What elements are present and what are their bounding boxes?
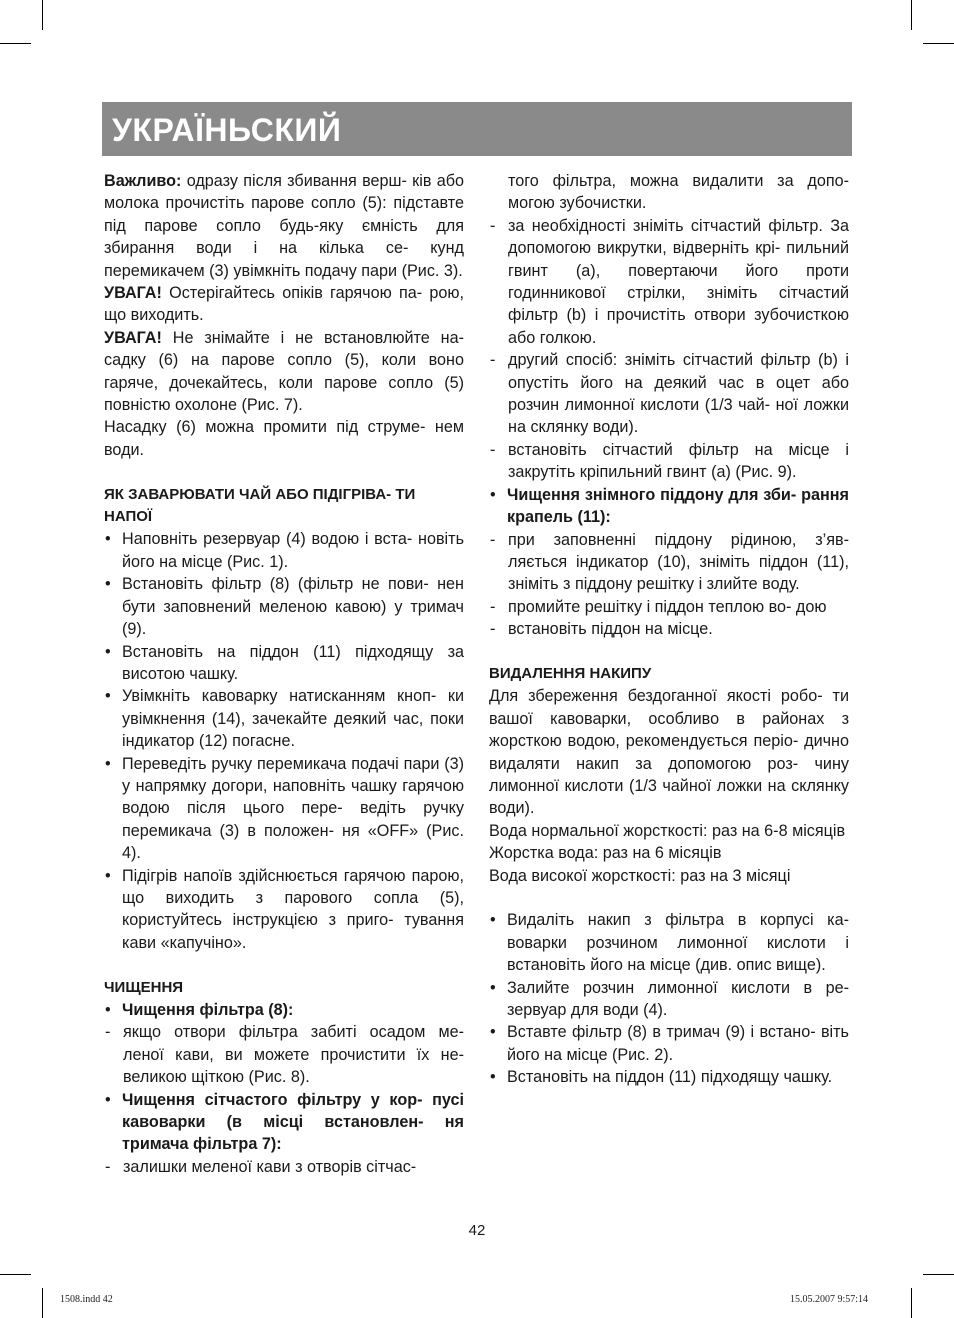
paragraph-nozzle: Насадку (6) можна промити під струме- нем води. bbox=[104, 418, 464, 459]
list-item: • Видаліть накип з фільтра в корпусі ка- воварки розчином лимонної кислоти і встановіть його на місце (див. опис вище). bbox=[490, 911, 849, 975]
list-item: - встановіть піддон на місце. bbox=[490, 620, 713, 639]
water-very-hard: Вода високої жорсткості: раз на 3 місяці bbox=[489, 866, 791, 885]
list-item: • Підігрів напоїв здійснюється гарячою парою, що виходить з парового сопла (5), користуйтесь інструкцією з приго- тування кави «капучіно». bbox=[105, 866, 464, 952]
paragraph-text: одразу після збивання верш- ків або молока прочистіть парове сопло (5): підставте під парове сопло будь-яку ємність для збирання води і на кілька се- кунд перемикачем (3) увімкніть подачу пари (Рис. 3). bbox=[104, 172, 464, 280]
label-warning: УВАГА! bbox=[104, 328, 162, 347]
list-item: • Залийте розчин лимонної кислоти в ре- зервуар для води (4). bbox=[490, 978, 849, 1019]
list-item: • Наповніть резервуар (4) водою і вста- новіть його на місце (Рис. 1). bbox=[105, 530, 464, 571]
paragraph-warning-1 bbox=[104, 282, 464, 327]
crop-mark bbox=[911, 0, 912, 30]
list-item: • Вставте фільтр (8) в тримач (9) і встано- віть його на місце (Рис. 2). bbox=[490, 1023, 849, 1064]
label-warning: УВАГА! bbox=[104, 284, 162, 303]
label-important: Важливо: bbox=[104, 172, 182, 190]
water-hard: Жорстка вода: раз на 6 місяців bbox=[489, 844, 722, 863]
list-item: • Чищення знімного піддону для зби- рання крапель (11): bbox=[490, 485, 849, 527]
paragraph-important bbox=[104, 170, 464, 282]
paragraph-warning-2 bbox=[104, 327, 464, 417]
right-column bbox=[489, 170, 849, 1089]
list-item: • Встановіть на піддон (11) підходящу за висотою чашку. bbox=[105, 642, 464, 683]
paragraph-text: Не знімайте і не встановлюйте на- садку (6) на парове сопло (5), коли воно гаряче, дочекайтесь, коли парове сопло (5) повністю охолоне (Рис. 7). bbox=[104, 328, 464, 415]
date-slug: 15.05.2007 9:57:14 bbox=[790, 1294, 869, 1305]
list-item: - за необхідності зніміть сітчастий фільтр. За допомогою викрутки, відверніть крі- пильний гвинт (а), повертаючи його проти годинникової стрілки, зніміть сітчастий фільтр (b) і прочистіть отвори зубочисткою або голкою. bbox=[490, 216, 849, 347]
list-item: - другий спосіб: зніміть сітчастий фільтр (b) і опустіть його на деякий час в оцет або розчин лимонної кислоти (1/3 чай- ної ложки на склянку води). bbox=[490, 351, 849, 437]
paragraph-continuation: того фільтра, можна видалити за допо- могою зубочистки. bbox=[508, 172, 849, 213]
crop-mark bbox=[923, 43, 954, 44]
crop-mark bbox=[42, 1288, 43, 1318]
list-item: • Чищення сітчастого фільтру у кор- пусі кавоварки (в місці встановлен- ня тримача фільтра 7): bbox=[105, 1090, 464, 1154]
list-item: - при заповненні піддону рідиною, з’яв- ляється індикатор (10), зніміть піддон (11), зніміть з піддону решітку і злийте воду. bbox=[490, 530, 849, 594]
list-item: • Переведіть ручку перемикача подачі пари (3) у напрямку догори, наповніть чашку гарячою водою після цього пере- ведіть ручку перемикача (3) в положен- ня «OFF» (Рис. 4). bbox=[105, 754, 464, 863]
crop-mark bbox=[911, 1288, 912, 1318]
list-item: - встановіть сітчастий фільтр на місце і закрутіть кріпильний гвинт (а) (Рис. 9). bbox=[490, 440, 849, 482]
list-item: - якщо отвори фільтра забиті осадом ме- леної кави, ви можете прочистити їх не- великою щіткою (Рис. 8). bbox=[105, 1023, 464, 1087]
file-slug: 1508.indd 42 bbox=[60, 1294, 113, 1305]
heading-tea: ЯК ЗАВАРЮВАТИ ЧАЙ АБО ПІДІГРІВА- ТИ НАПОЇ bbox=[104, 485, 416, 526]
water-normal: Вода нормальної жорсткості: раз на 6-8 місяців bbox=[489, 821, 846, 840]
list-item: - промийте решітку і піддон теплою во- дою bbox=[490, 597, 827, 616]
paragraph-text: Остерігайтесь опіків гарячою па- рою, що виходить. bbox=[104, 284, 464, 325]
list-item: • Чищення фільтра (8): bbox=[105, 1001, 294, 1019]
crop-mark bbox=[0, 43, 31, 44]
heading-descaling: ВИДАЛЕННЯ НАКИПУ bbox=[489, 664, 652, 682]
section-header-bar bbox=[102, 102, 852, 156]
crop-mark bbox=[42, 0, 43, 30]
list-item: • Встановіть фільтр (8) (фільтр не пови- нен бути заповнений меленою кавою) у тримач (9). bbox=[105, 575, 464, 639]
list-item: - залишки меленої кави з отворів сітчас- bbox=[105, 1157, 417, 1176]
crop-mark bbox=[0, 1274, 31, 1275]
paragraph-descaling: Для збереження бездоганної якості робо- ти вашої кавоварки, особливо в районах з жорсткою водою, рекомендується періо- дично видаляти накип за допомогою роз- чину лимонної кислоти (1/3 чайної ложки на склянку води). bbox=[489, 687, 849, 818]
crop-mark bbox=[923, 1274, 954, 1275]
heading-cleaning: ЧИЩЕННЯ bbox=[104, 978, 184, 996]
page-title: УКРАЇНЬСКИЙ bbox=[112, 112, 342, 148]
list-item: • Увімкніть кавоварку натисканням кноп- ки увімкнення (14), зачекайте деякий час, поки індикатор (12) погасне. bbox=[105, 687, 464, 751]
left-column bbox=[104, 170, 464, 1178]
list-item: • Встановіть на піддон (11) підходящу чашку. bbox=[490, 1068, 833, 1087]
page-number: 42 bbox=[468, 1222, 486, 1239]
